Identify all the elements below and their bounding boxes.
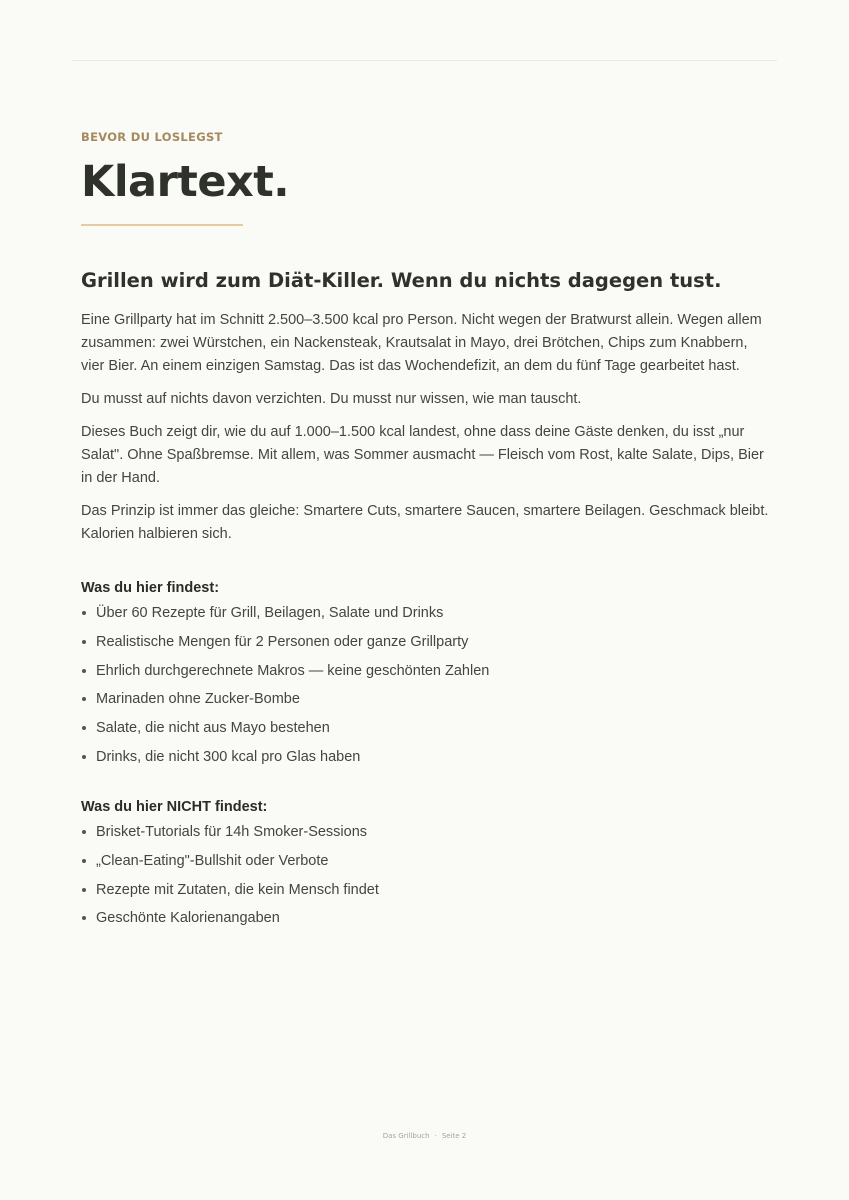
not-find-section-heading: Was du hier NICHT findest: [81,798,268,815]
footer-book-title: Das Grillbuch [382,1132,430,1140]
bullet-icon [82,859,86,863]
page-content [81,129,771,937]
bullet-icon [82,669,86,673]
list-item-text: Brisket-Tutorials für 14h Smoker-Sessions [96,823,368,840]
bullet-icon [82,726,86,730]
list-item [81,632,771,652]
list-item [81,718,771,738]
find-section-heading: Was du hier findest: [81,580,220,596]
intro-paragraph: Eine Grillparty hat im Schnitt 2.500–3.500 kcal pro Person. Nicht wegen der Bratwurst allein. Wegen allem zusammen: zwei Würstchen, ein Nackensteak, Krautsalat in Mayo, drei Brötchen, Chips zum Knabbern, vier Bier. An einem einzigen Samstag. Das ist das Wochendefizit, an dem du fünf Tage gearbeitet hast. [81,312,762,374]
bullet-icon [82,755,86,759]
title-underline [81,224,243,226]
intro-paragraph: Dieses Buch zeigt dir, wie du auf 1.000–1.500 kcal landest, ohne dass deine Gäste denken, du isst „nur Salat". Ohne Spaßbremse. Mit allem, was Sommer ausmacht — Fleisch vom Rost, kalte Salate, Dips, Bier in der Hand. [81,424,764,486]
intro-paragraph: Du musst auf nichts davon verzichten. Du musst nur wissen, wie man tauscht. [81,391,582,407]
bullet-icon [82,830,86,834]
list-item [81,603,771,623]
list-item-text: Drinks, die nicht 300 kcal pro Glas haben [96,748,361,765]
bullet-icon [82,697,86,701]
bullet-icon [82,888,86,892]
bullet-icon [82,611,86,615]
list-item-text: Rezepte mit Zutaten, die kein Mensch findet [96,881,379,898]
headline: Grillen wird zum Diät-Killer. Wenn du nichts dagegen tust. [81,269,722,292]
find-list [81,603,771,767]
list-item [81,851,771,871]
list-item-text: „Clean-Eating"-Bullshit oder Verbote [96,852,329,869]
section-eyebrow: BEVOR DU LOSLEGST [81,130,223,144]
list-item-text: Salate, die nicht aus Mayo bestehen [96,720,330,737]
list-item [81,880,771,900]
footer-page-number: Seite 2 [441,1132,467,1140]
list-item-text: Marinaden ohne Zucker-Bombe [96,691,300,708]
top-divider [72,60,777,61]
page-footer [0,1131,849,1141]
list-item-text: Geschönte Kalorienangaben [96,910,280,927]
list-item [81,689,771,709]
list-item [81,908,771,928]
list-item [81,661,771,681]
bullet-icon [82,916,86,920]
page-title: Klartext. [81,157,290,207]
list-item-text: Realistische Mengen für 2 Personen oder ganze Grillparty [96,633,469,650]
footer-separator: · [434,1132,437,1140]
list-item [81,822,771,842]
bullet-icon [82,640,86,644]
list-item-text: Über 60 Rezepte für Grill, Beilagen, Salate und Drinks [96,605,444,621]
list-item-text: Ehrlich durchgerechnete Makros — keine geschönten Zahlen [96,662,490,679]
intro-paragraph: Das Prinzip ist immer das gleiche: Smartere Cuts, smartere Saucen, smartere Beilagen. Geschmack bleibt. Kalorien halbieren sich. [81,503,769,542]
list-item [81,747,771,767]
not-find-list [81,822,771,928]
